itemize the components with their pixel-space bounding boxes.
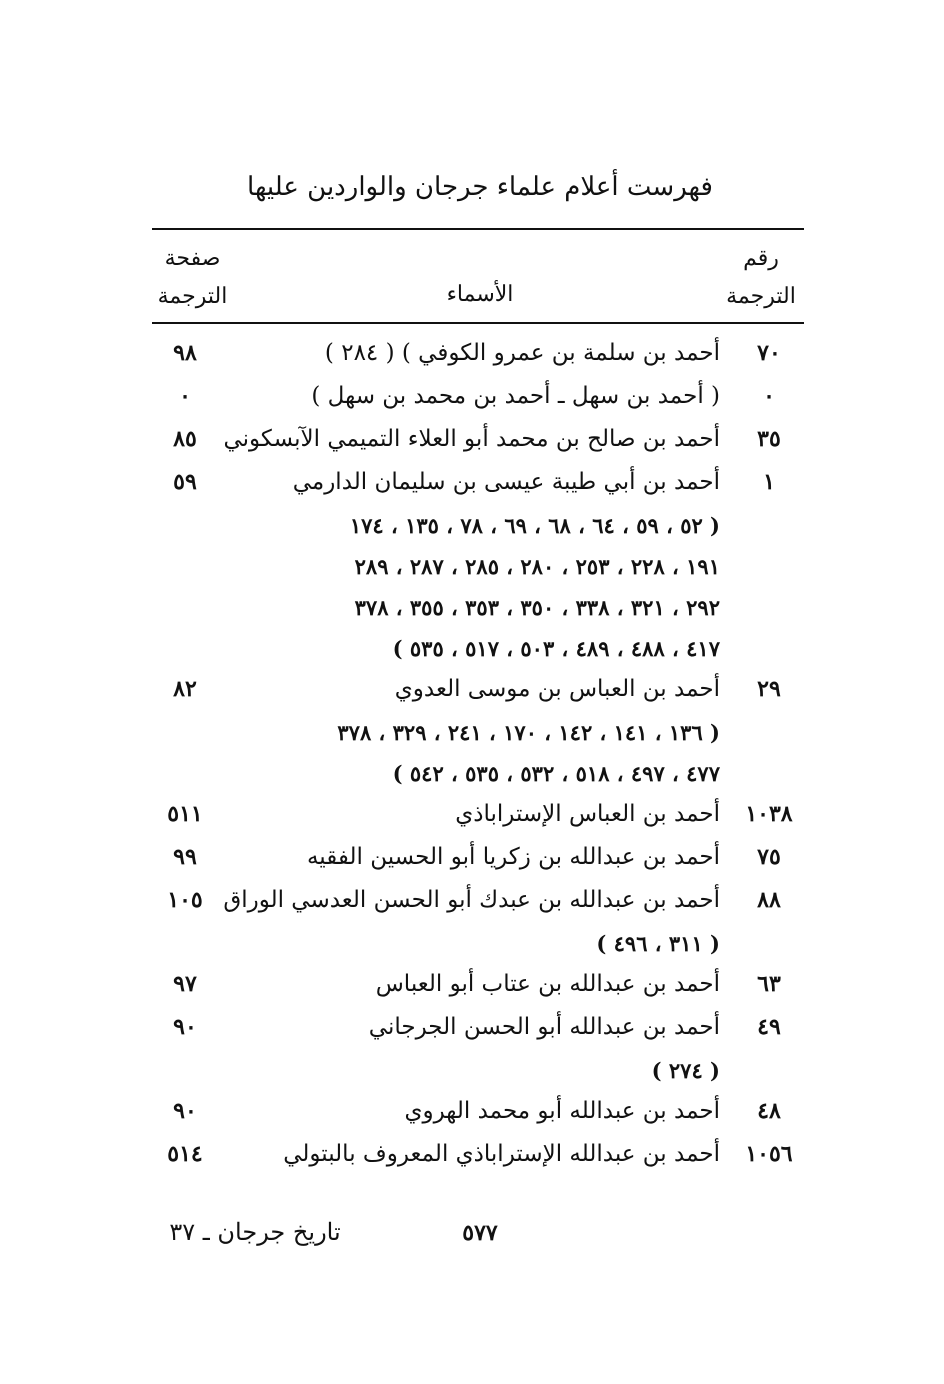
entry-page: ٩٩: [173, 844, 197, 870]
entry-number: ٣٥: [757, 426, 781, 452]
index-entry-row: [150, 461, 810, 504]
reference-numbers: ٢٩٢ ، ٣٢١ ، ٣٣٨ ، ٣٥٠ ، ٣٥٣ ، ٣٥٥ ، ٣٧٨: [354, 595, 720, 620]
entry-name: أحمد بن أبي طيبة عيسى بن سليمان الدارمي: [292, 469, 720, 495]
entry-name: أحمد بن عبدالله الإستراباذي المعروف بالبتولي: [283, 1141, 720, 1167]
entry-name: أحمد بن العباس الإستراباذي: [455, 801, 720, 827]
column-header-page-line-2: الترجمة: [157, 284, 228, 309]
entry-name: ( أحمد بن سهل ـ أحمد بن محمد بن سهل ): [311, 383, 720, 409]
index-entry-row: [150, 375, 810, 418]
entry-number: ٨٨: [757, 887, 781, 913]
reference-list-row: [150, 711, 810, 752]
reference-numbers: ( ٢٧٤ ): [651, 1058, 720, 1083]
entry-number: ٧٠: [757, 340, 781, 366]
entry-page: ٨٥: [173, 426, 197, 452]
index-entry-row: [150, 793, 810, 836]
page-title: فهرست أعلام علماء جرجان والواردين عليها: [247, 172, 713, 202]
column-header-page: [150, 240, 235, 316]
entry-page: ٨٢: [173, 676, 197, 702]
entry-page: ٥١١: [167, 801, 203, 827]
entry-page: ٠: [179, 383, 191, 409]
entry-name: أحمد بن صالح بن محمد أبو العلاء التميمي الآبسكوني: [223, 426, 720, 452]
reference-numbers: ( ٥٢ ، ٥٩ ، ٦٤ ، ٦٨ ، ٦٩ ، ٧٨ ، ١٣٥ ، ١٧٤: [349, 513, 720, 538]
entry-number: ١: [763, 469, 775, 495]
entry-name: أحمد بن عبدالله بن زكريا أبو الحسين الفقيه: [306, 844, 720, 870]
entry-page: ١٠٥: [167, 887, 203, 913]
entry-name: أحمد بن العباس بن موسى العدوي: [394, 676, 720, 702]
entry-page: ٩٨: [173, 340, 197, 366]
index-table-body: [150, 332, 810, 1176]
footer-book-title: تاريخ جرجان ـ ٣٧: [169, 1218, 341, 1246]
reference-list-row: [150, 627, 810, 668]
entry-number: ٧٥: [757, 844, 781, 870]
header-bottom-rule: [152, 322, 804, 324]
reference-list-row: [150, 922, 810, 963]
index-entry-row: [150, 879, 810, 922]
index-entry-row: [150, 418, 810, 461]
entry-page: ٩٠: [173, 1098, 197, 1124]
entry-number: ٠: [763, 383, 775, 409]
column-header-number-line-2: الترجمة: [726, 284, 796, 309]
entry-name: أحمد بن عبدالله أبو الحسن الجرجاني: [368, 1014, 720, 1040]
entry-name: أحمد بن عبدالله بن عبدك أبو الحسن العدسي الوراق: [223, 887, 720, 913]
reference-list-row: [150, 504, 810, 545]
index-entry-row: [150, 963, 810, 1006]
index-entry-row: [150, 1006, 810, 1049]
header-top-rule: [152, 228, 804, 230]
entry-name: أحمد بن سلمة بن عمرو الكوفي ) ( ٢٨٤ ): [324, 340, 720, 366]
reference-list-row: [150, 752, 810, 793]
entry-page: ٥١٤: [167, 1141, 203, 1167]
entry-number: ١٠٥٦: [745, 1141, 793, 1167]
reference-list-row: [150, 1049, 810, 1090]
entry-name: أحمد بن عبدالله بن عتاب أبو العباس: [375, 971, 720, 997]
entry-page: ٥٩: [173, 469, 197, 495]
reference-numbers: ( ٣١١ ، ٤٩٦ ): [596, 931, 720, 956]
reference-list-row: [150, 586, 810, 627]
index-entry-row: [150, 668, 810, 711]
column-header-names: الأسماء: [446, 282, 514, 307]
entry-page: ٩٠: [173, 1014, 197, 1040]
column-header-number-line-1: رقم: [743, 246, 779, 271]
reference-numbers: ١٩١ ، ٢٢٨ ، ٢٥٣ ، ٢٨٠ ، ٢٨٥ ، ٢٨٧ ، ٢٨٩: [354, 554, 720, 579]
reference-numbers: ٤١٧ ، ٤٨٨ ، ٤٨٩ ، ٥٠٣ ، ٥١٧ ، ٥٣٥ ): [392, 636, 720, 661]
entry-number: ٤٨: [757, 1098, 781, 1124]
reference-list-row: [150, 545, 810, 586]
entry-number: ٦٣: [757, 971, 781, 997]
footer-page-number: ٥٧٧: [462, 1220, 498, 1246]
index-entry-row: [150, 836, 810, 879]
entry-name: أحمد بن عبدالله أبو محمد الهروي: [404, 1098, 720, 1124]
reference-numbers: ( ١٣٦ ، ١٤١ ، ١٤٢ ، ١٧٠ ، ٢٤١ ، ٣٢٩ ، ٣٧٨: [337, 720, 720, 745]
index-entry-row: [150, 1133, 810, 1176]
index-entry-row: [150, 1090, 810, 1133]
entry-number: ٢٩: [757, 676, 781, 702]
column-header-number: [716, 240, 806, 316]
entry-page: ٩٧: [173, 971, 197, 997]
entry-number: ٤٩: [757, 1014, 781, 1040]
reference-numbers: ٤٧٧ ، ٤٩٧ ، ٥١٨ ، ٥٣٢ ، ٥٣٥ ، ٥٤٢ ): [392, 761, 720, 786]
column-header-page-line-1: صفحة: [164, 246, 221, 271]
entry-number: ١٠٣٨: [745, 801, 793, 827]
index-entry-row: [150, 332, 810, 375]
